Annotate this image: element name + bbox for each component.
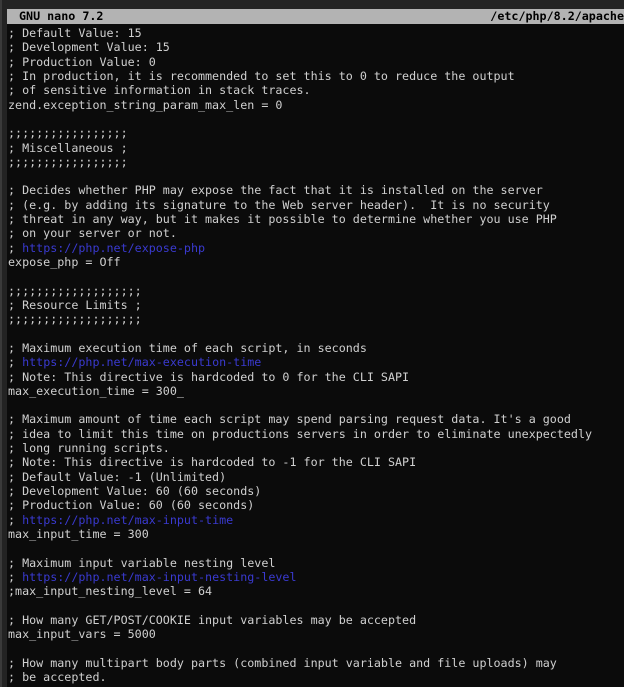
line-text: max_input_time = 300 <box>8 526 149 541</box>
editor-line <box>8 455 624 469</box>
url-text: https://php.net/max-input-time <box>22 512 234 527</box>
url-text: https://php.net/max-execution-time <box>22 355 262 370</box>
editor-line <box>8 255 624 269</box>
line-text: ; In production, it is recommended to set this to 0 to reduce the output <box>8 68 515 83</box>
editor-line <box>8 40 624 54</box>
line-text: ; Maximum amount of time each script may spend parsing request data. It's a good <box>8 412 571 427</box>
editor-line <box>8 241 624 255</box>
line-text: ; Resource Limits ; <box>8 297 142 312</box>
line-text: ; Miscellaneous ; <box>8 140 128 155</box>
editor-line <box>8 670 624 684</box>
editor-line <box>8 584 624 598</box>
editor-line <box>8 155 624 169</box>
editor-line <box>8 427 624 441</box>
editor-line <box>8 112 624 126</box>
editor-line <box>8 484 624 498</box>
editor-line <box>8 212 624 226</box>
line-text: ; Production Value: 60 (60 seconds) <box>8 498 255 513</box>
editor-line <box>8 412 624 426</box>
editor-line <box>8 613 624 627</box>
editor-line <box>8 298 624 312</box>
editor-line <box>8 570 624 584</box>
editor-line <box>8 126 624 140</box>
editor-content[interactable] <box>7 24 624 687</box>
editor-line <box>8 355 624 369</box>
editor-line <box>8 441 624 455</box>
line-text: ; be accepted. <box>8 670 107 685</box>
editor-line <box>8 384 624 398</box>
line-text: max_execution_time = 300 <box>8 383 177 398</box>
editor-line <box>8 498 624 512</box>
editor-line <box>8 198 624 212</box>
line-text: ; Note: This directive is hardcoded to -1 for the CLI SAPI <box>8 455 417 470</box>
line-text: ; <box>8 512 23 527</box>
editor-line <box>8 269 624 283</box>
line-text: ; <box>8 569 23 584</box>
line-text: ; of sensitive information in stack traces. <box>8 83 311 98</box>
editor-line <box>8 327 624 341</box>
line-text: ; long running scripts. <box>8 441 170 456</box>
editor-line <box>8 627 624 641</box>
editor-line <box>8 527 624 541</box>
line-text: ; (e.g. by adding its signature to the Web server header). It is no security <box>8 197 550 212</box>
line-text: max_input_vars = 5000 <box>8 627 156 642</box>
line-text: ; How many multipart body parts (combined input variable and file uploads) may <box>8 655 557 670</box>
line-text: ; idea to limit this time on productions servers in order to eliminate unexpectedly <box>8 426 593 441</box>
line-text: ;;;;;;;;;;;;;;;;;;; <box>8 312 142 327</box>
line-text: zend.exception_string_param_max_len = 0 <box>8 97 283 112</box>
url-text: https://php.net/max-input-nesting-level <box>22 569 297 584</box>
editor-line <box>8 26 624 40</box>
line-text: ; Development Value: 15 <box>8 40 170 55</box>
editor-line <box>8 470 624 484</box>
editor-line <box>8 83 624 97</box>
line-text: ; Maximum execution time of each script, in seconds <box>8 340 367 355</box>
editor-line <box>8 370 624 384</box>
editor-line <box>8 55 624 69</box>
editor-line <box>8 599 624 613</box>
editor-line <box>8 284 624 298</box>
line-text: expose_php = Off <box>8 255 121 269</box>
window-edge <box>0 0 2 687</box>
line-text: ; <box>8 355 23 370</box>
line-text: ; on your server or not. <box>8 226 177 241</box>
editor-line <box>8 226 624 240</box>
editor-line <box>8 98 624 112</box>
line-text: ; threat in any way, but it makes it possible to determine whether you use PHP <box>8 212 557 227</box>
line-text: ; How many GET/POST/COOKIE input variables may be accepted <box>8 612 417 627</box>
editor-line <box>8 656 624 670</box>
text-cursor: _ <box>176 383 184 398</box>
line-text: ; Note: This directive is hardcoded to 0 for the CLI SAPI <box>8 369 410 384</box>
terminal-window[interactable] <box>7 9 624 687</box>
url-text: https://php.net/expose-php <box>22 240 206 255</box>
nano-file-path: /etc/php/8.2/apache <box>490 9 624 23</box>
line-text: ; <box>8 240 23 255</box>
line-text: ; Development Value: 60 (60 seconds) <box>8 484 262 498</box>
nano-app-title: GNU nano 7.2 <box>19 9 104 23</box>
line-text: ; Default Value: -1 (Unlimited) <box>8 469 227 484</box>
line-text: ;;;;;;;;;;;;;;;;;;; <box>8 283 142 298</box>
line-text: ; Production Value: 0 <box>8 54 156 69</box>
editor-line <box>8 556 624 570</box>
line-text: ;;;;;;;;;;;;;;;;; <box>8 154 128 169</box>
editor-line <box>8 398 624 412</box>
line-text: ;max_input_nesting_level = 64 <box>8 584 213 599</box>
editor-line <box>8 169 624 183</box>
line-text: ; Maximum input variable nesting level <box>8 555 276 570</box>
editor-line <box>8 513 624 527</box>
nano-titlebar <box>7 9 624 24</box>
editor-line <box>8 541 624 555</box>
line-text: ; Default Value: 15 <box>8 26 142 40</box>
line-text: ;;;;;;;;;;;;;;;;; <box>8 126 128 141</box>
editor-line <box>8 641 624 655</box>
editor-line <box>8 69 624 83</box>
editor-line <box>8 183 624 197</box>
line-text: ; Decides whether PHP may expose the fact that it is installed on the server <box>8 183 543 198</box>
editor-line <box>8 341 624 355</box>
editor-line <box>8 312 624 326</box>
editor-line <box>8 141 624 155</box>
